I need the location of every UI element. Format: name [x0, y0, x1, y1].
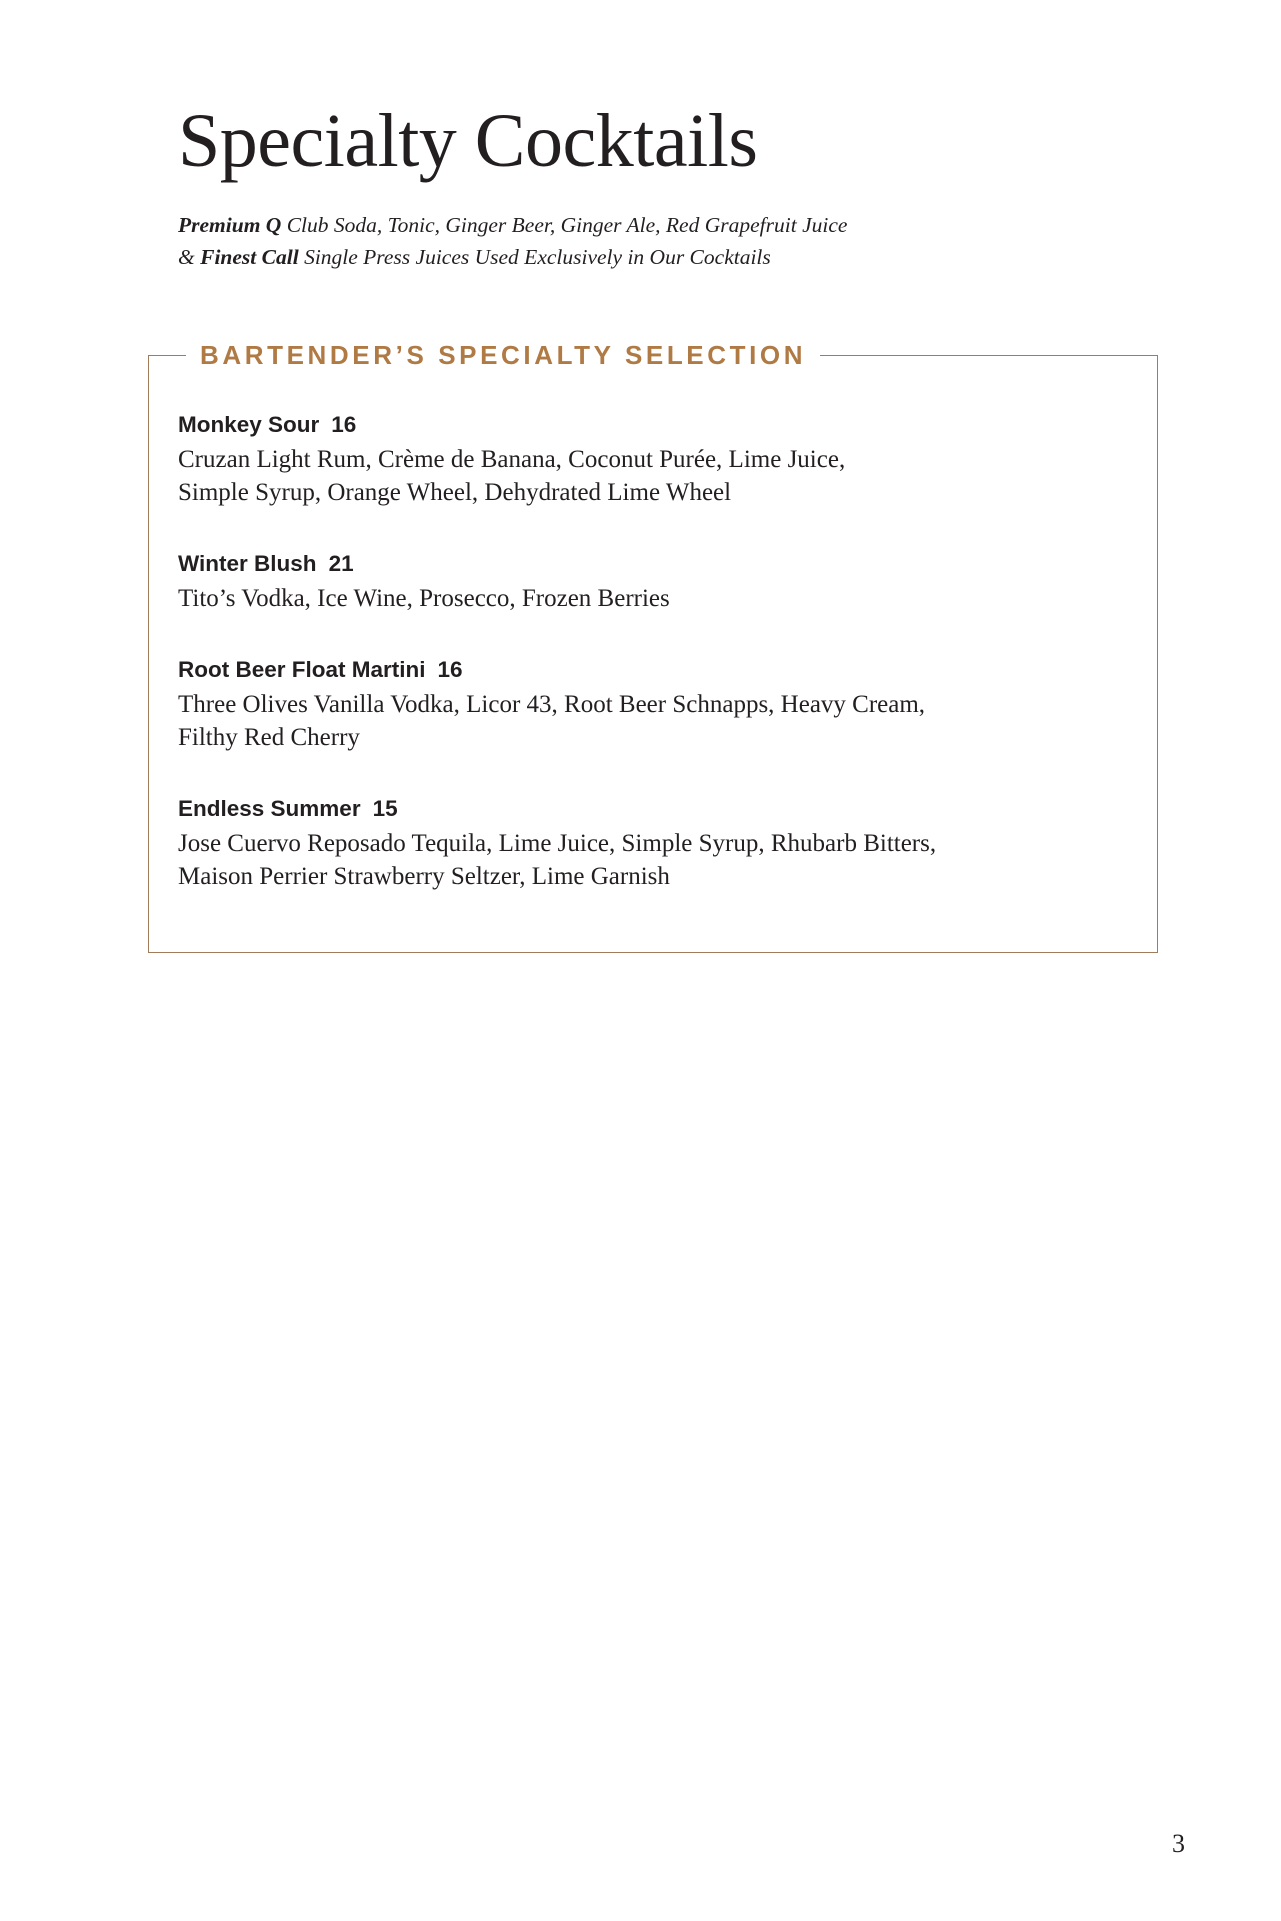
menu-item-name: Endless Summer [178, 796, 361, 821]
menu-item-heading [178, 409, 1118, 441]
page-title: Specialty Cocktails [178, 99, 758, 183]
menu-item-price: 21 [328, 551, 354, 576]
mixer-note-line-1 [178, 209, 847, 241]
specialty-selection-title: BARTENDER’S SPECIALTY SELECTION [186, 336, 820, 374]
ampersand: & [178, 245, 201, 269]
menu-item-root-beer-float-martini [178, 654, 1118, 754]
mixer-list: Club Soda, Tonic, Ginger Beer, Ginger Ale, Red Grapefruit Juice [281, 213, 848, 237]
menu-item-heading [178, 548, 1118, 580]
menu-item-description-line: Three Olives Vanilla Vodka, Licor 43, Root Beer Schnapps, Heavy Cream, [178, 691, 926, 718]
menu-item-description-line: Tito’s Vodka, Ice Wine, Prosecco, Frozen Berries [178, 585, 670, 612]
mixer-note [178, 209, 847, 273]
menu-item-description [178, 443, 1118, 509]
menu-item-price: 16 [437, 657, 463, 682]
juice-note: Single Press Juices Used Exclusively in Our Cocktails [298, 245, 771, 269]
menu-item-description-line: Jose Cuervo Reposado Tequila, Lime Juice, Simple Syrup, Rhubarb Bitters, [178, 830, 937, 857]
menu-item-description [178, 827, 1118, 893]
menu-item-description [178, 688, 1118, 754]
menu-item-price: 15 [372, 796, 398, 821]
menu-item-monkey-sour [178, 409, 1118, 509]
menu-item-description-line: Simple Syrup, Orange Wheel, Dehydrated Lime Wheel [178, 479, 732, 506]
mixer-brand-premium-q: Premium Q [178, 213, 282, 237]
menu-item-description-line: Maison Perrier Strawberry Seltzer, Lime Garnish [178, 863, 670, 890]
menu-item-description [178, 582, 1118, 615]
menu-item-name: Winter Blush [178, 551, 317, 576]
menu-item-name: Root Beer Float Martini [178, 657, 426, 682]
menu-item-winter-blush [178, 548, 1118, 615]
menu-item-description-line: Filthy Red Cherry [178, 724, 360, 751]
menu-item-heading [178, 654, 1118, 686]
mixer-note-line-2 [178, 241, 847, 273]
menu-item-name: Monkey Sour [178, 412, 320, 437]
menu-item-endless-summer [178, 793, 1118, 893]
menu-item-description-line: Cruzan Light Rum, Crème de Banana, Coconut Purée, Lime Juice, [178, 446, 846, 473]
page-number: 3 [1172, 1829, 1185, 1858]
menu-item-price: 16 [331, 412, 357, 437]
juice-brand-finest-call: Finest Call [200, 245, 299, 269]
menu-item-heading [178, 793, 1118, 825]
